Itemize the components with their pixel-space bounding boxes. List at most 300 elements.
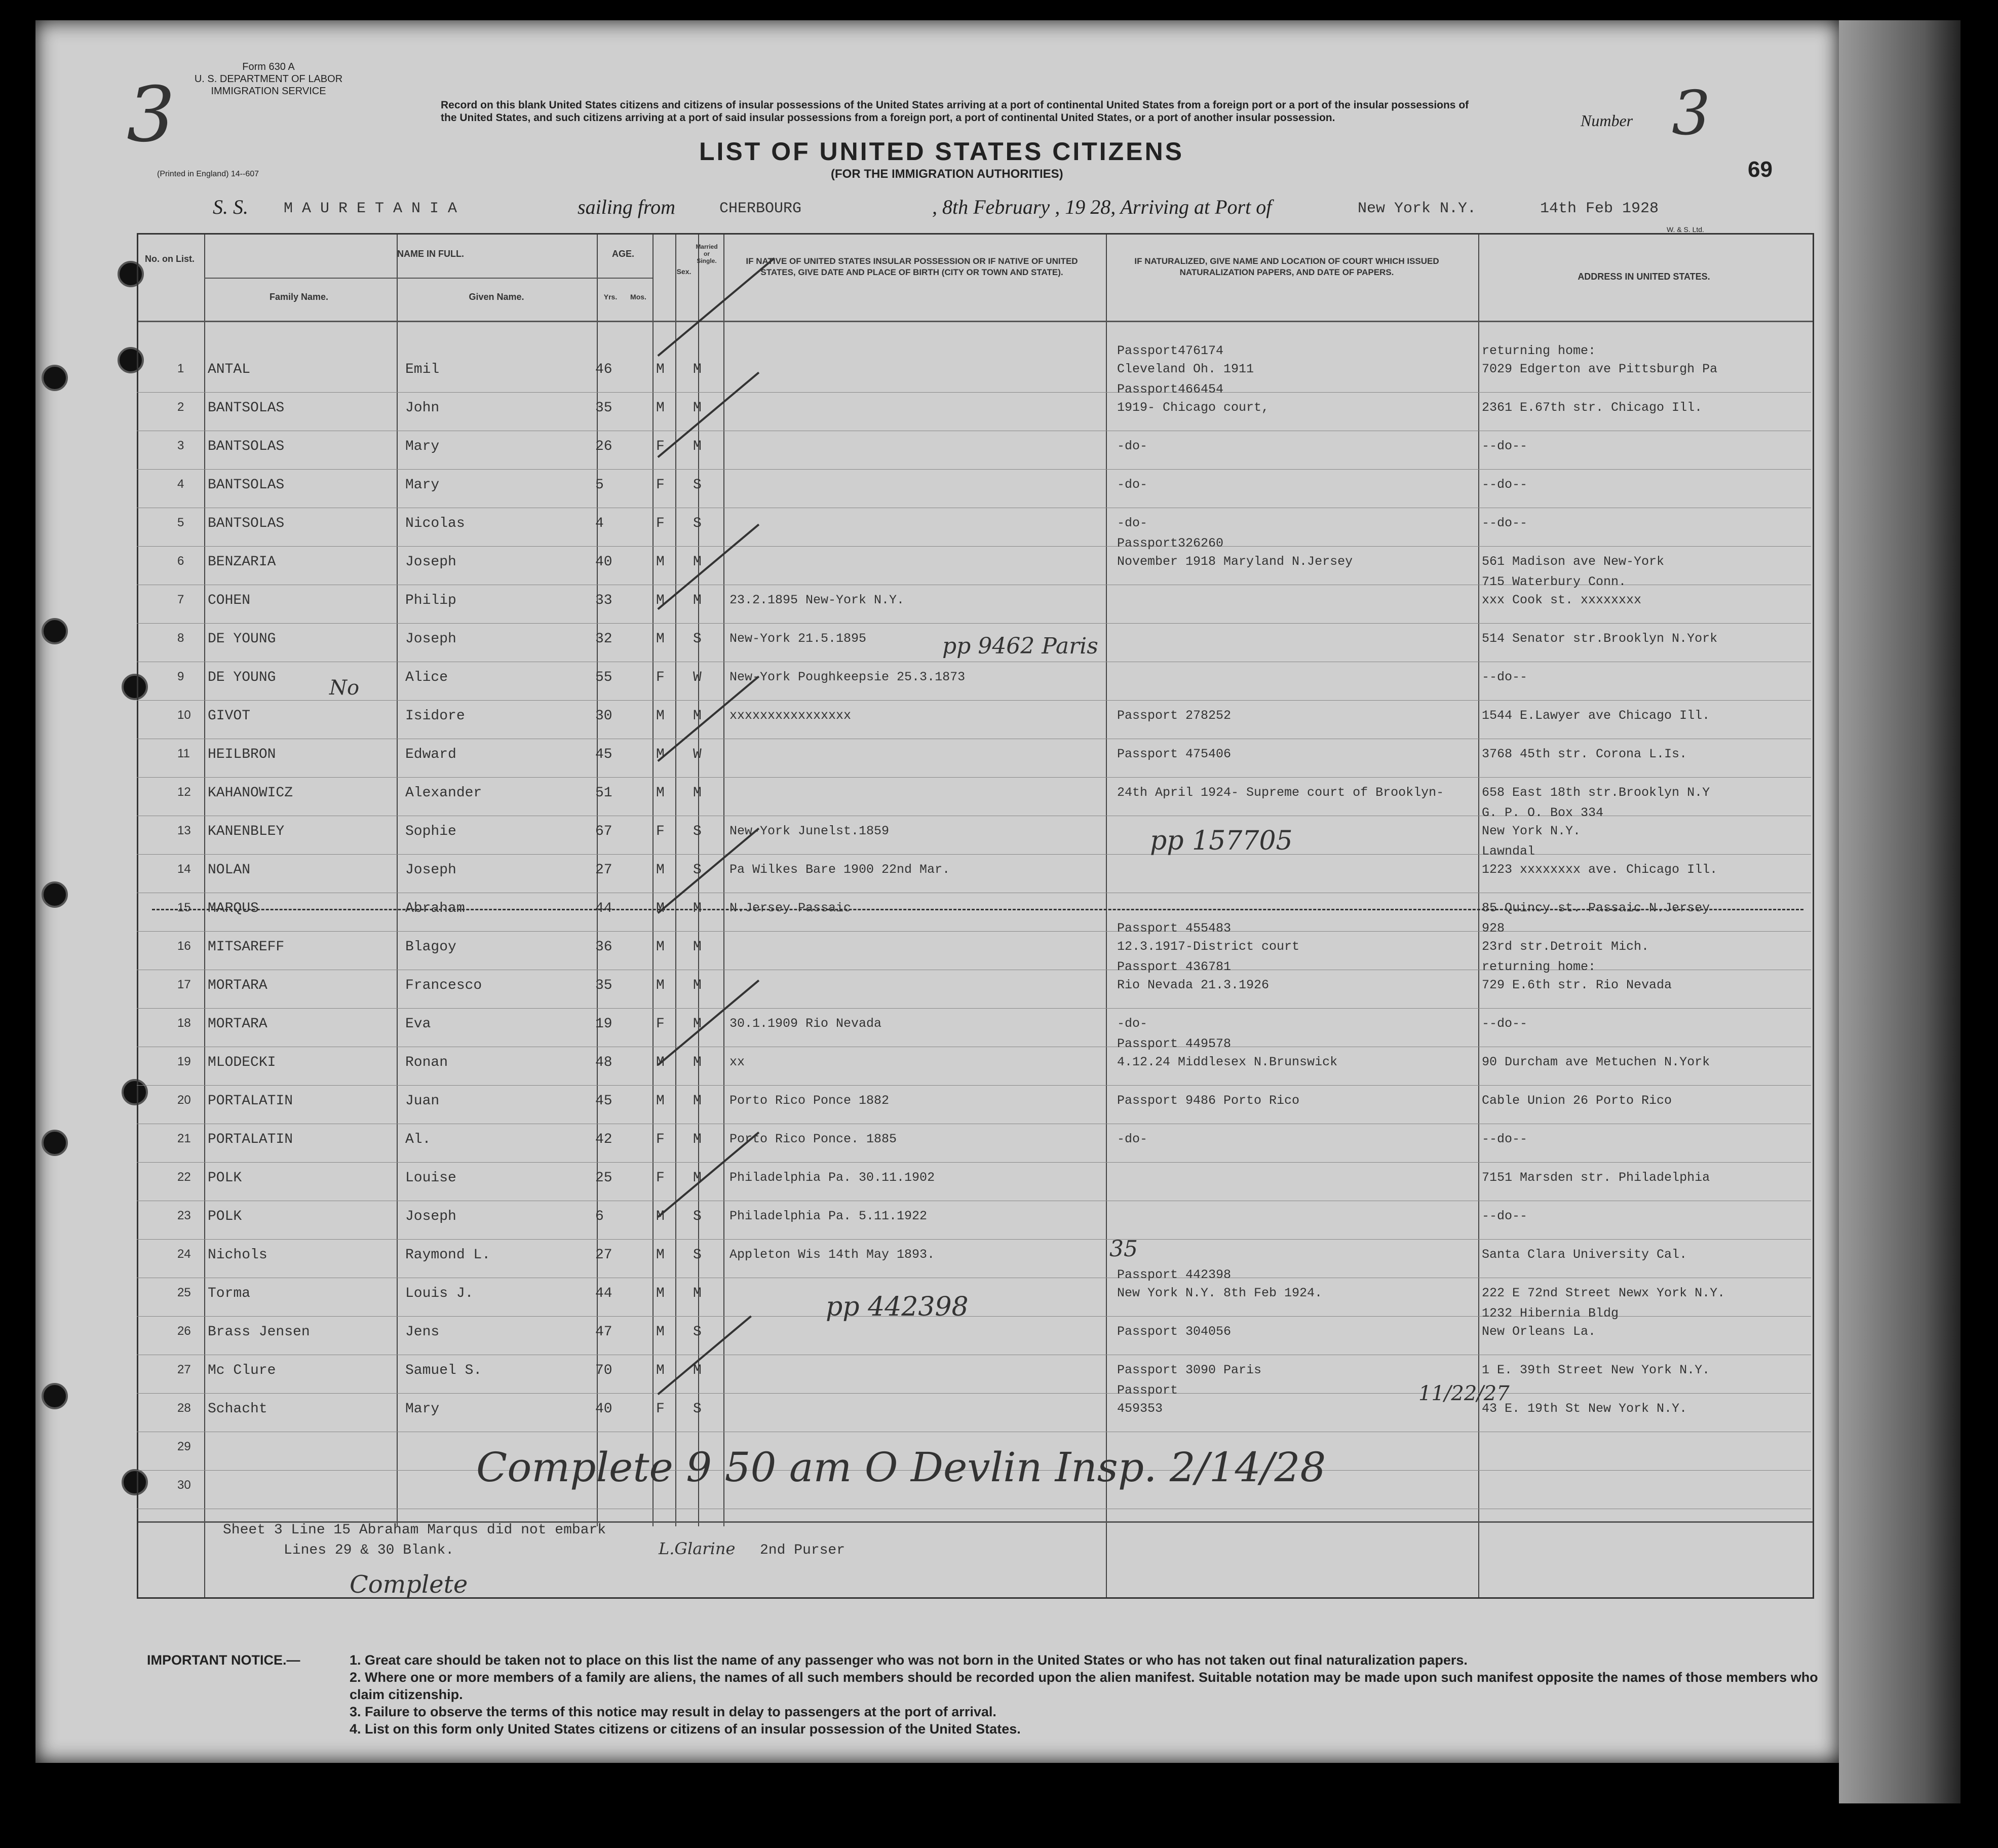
page-title: LIST OF UNITED STATES CITIZENS [699,137,1184,166]
cell-addr2: 561 Madison ave New-York [1482,554,1665,569]
cell-no: 7 [177,593,184,606]
cell-addr2: 1 E. 39th Street New York N.Y. [1482,1363,1710,1377]
row-rule [137,931,1811,932]
cell-ms: M [693,978,702,993]
table-row [137,1356,1811,1394]
row-rule [137,1008,1811,1009]
notice-label: IMPORTANT NOTICE.— [147,1652,300,1668]
cell-addr2: 2361 E.67th str. Chicago Ill. [1482,400,1703,415]
cell-age: 45 [595,747,612,762]
cell-no: 14 [177,862,191,876]
cell-nat2: 459353 [1117,1401,1163,1416]
cell-age: 46 [595,362,612,377]
cell-addr2: --do-- [1482,477,1528,492]
cell-family: POLK [208,1209,242,1224]
cell-sex: F [656,1170,665,1186]
cell-birth: N.Jersey Passaic [729,901,852,915]
cell-family: PORTALATIN [208,1093,293,1109]
cell-addr1: 928 [1482,921,1505,936]
table-row [137,470,1811,509]
row-rule [137,392,1811,393]
cell-family: NOLAN [208,862,251,878]
cell-no: 17 [177,978,191,991]
cell-sex: M [656,1209,665,1224]
cell-age: 48 [595,1055,612,1070]
cell-no: 3 [177,439,184,452]
cell-family: BANTSOLAS [208,400,285,416]
cell-addr2: --do-- [1482,1016,1528,1031]
cell-nat2: -do- [1117,477,1148,492]
cell-sex: M [656,1363,665,1378]
cell-birth: xx [729,1055,745,1069]
cell-given: Samuel S. [405,1363,482,1378]
cell-family: Brass Jensen [208,1324,310,1340]
cell-no: 2 [177,400,184,414]
cell-sex: F [656,1016,665,1032]
cell-ms: M [693,939,702,955]
cell-no: 25 [177,1286,191,1299]
cell-ms: W [693,747,702,762]
cell-sex: F [656,516,665,531]
cell-family: KANENBLEY [208,824,285,839]
col-header-naturalized: IF NATURALIZED, GIVE NAME AND LOCATION OF COURT WHICH ISSUED NATURALIZATION PAPERS, AND DATE OF PAPERS. [1134,256,1439,277]
cell-nat2: 4.12.24 Middlesex N.Brunswick [1117,1055,1338,1069]
cell-age: 35 [595,978,612,993]
cell-birth: Philadelphia Pa. 5.11.1922 [729,1209,928,1223]
cell-given: Blagoy [405,939,456,955]
cell-ms: S [693,1247,702,1263]
table-row [137,1240,1811,1279]
cell-ms: M [693,708,702,724]
table-row [137,1125,1811,1163]
cell-nat2: New York N.Y. 8th Feb 1924. [1117,1286,1323,1300]
cell-age: 47 [595,1324,612,1340]
cell-sex: F [656,439,665,454]
cell-age: 45 [595,1093,612,1109]
margin-note: Complete [350,1570,468,1599]
cell-given: Eva [405,1016,431,1032]
cell-sex: F [656,1401,665,1417]
cell-age: 32 [595,631,612,647]
cell-sex: M [656,708,665,724]
cell-nat2: -do- [1117,1016,1148,1031]
cell-age: 6 [595,1209,604,1224]
cell-nat1: Passport326260 [1117,536,1224,551]
cell-addr1: returning home: [1482,959,1596,974]
cell-given: Joseph [405,862,456,878]
cell-age: 44 [595,901,612,916]
cell-addr2: 1223 xxxxxxxx ave. Chicago Ill. [1482,862,1718,877]
table-row [137,844,1811,894]
cell-nat2: Rio Nevada 21.3.1926 [1117,978,1270,992]
cell-addr2: --do-- [1482,1209,1528,1223]
cell-addr2: New Orleans La. [1482,1324,1596,1339]
row-rule [137,1393,1811,1394]
cell-given: Juan [405,1093,440,1109]
table-row [137,1163,1811,1202]
table-row [137,343,1811,393]
cell-age: 51 [595,785,612,801]
cell-addr1: returning home: [1482,343,1596,358]
cell-ms: M [693,593,702,608]
cell-family: Torma [208,1286,251,1301]
cell-no: 5 [177,516,184,529]
table-row [137,432,1811,470]
cell-no: 19 [177,1055,191,1068]
cell-family: MORTARA [208,1016,267,1032]
cell-given: Francesco [405,978,482,993]
cell-birth: 23.2.1895 New-York N.Y. [729,593,905,607]
cell-given: Louise [405,1170,456,1186]
form-number: Form 630 A [242,61,295,72]
cell-family: MARQUS [208,901,259,916]
cell-birth: Porto Rico Ponce. 1885 [729,1132,897,1146]
cell-nat2: Passport 278252 [1117,708,1232,723]
cell-given: Abraham [405,901,465,916]
cell-no: 12 [177,785,191,799]
row-rule [137,1239,1811,1240]
cell-age: 35 [595,400,612,416]
cell-addr2: --do-- [1482,516,1528,530]
cell-age: 70 [595,1363,612,1378]
cell-sex: M [656,1286,665,1301]
cell-sex: M [656,978,665,993]
cell-family: ANTAL [208,362,251,377]
cell-ms: S [693,824,702,839]
cell-age: 55 [595,670,612,685]
ship-name: M A U R E T A N I A [284,200,457,217]
inspector-signoff: Complete 9 50 am O Devlin Insp. 2/14/28 [476,1444,1326,1491]
cell-addr2: 658 East 18th str.Brooklyn N.Y [1482,785,1710,800]
col-header-no: No. on List. [145,254,195,264]
cell-sex: M [656,554,665,570]
cell-birth: Philadelphia Pa. 30.11.1902 [729,1170,935,1185]
cell-addr2: --do-- [1482,670,1528,684]
cell-addr2: 3768 45th str. Corona L.Is. [1482,747,1687,761]
table-row [137,1202,1811,1240]
col-header-age: AGE. [611,249,634,259]
cell-given: Emil [405,362,440,377]
cell-ms: M [693,439,702,454]
row-rule [137,854,1811,855]
cell-addr2: 7151 Marsden str. Philadelphia [1482,1170,1710,1185]
cell-age: 25 [595,1170,612,1186]
ss-label: S. S. [213,196,248,218]
handwritten-note: 35 [1109,1236,1138,1262]
cell-addr2: New York N.Y. [1482,824,1581,838]
cell-nat1: Passport 455483 [1117,921,1232,936]
cell-sex: M [656,400,665,416]
cell-nat2: -do- [1117,439,1148,453]
cell-no: 30 [177,1478,191,1492]
cell-given: Jens [405,1324,440,1340]
cell-age: 40 [595,554,612,570]
cell-age: 40 [595,1401,612,1417]
cell-no: 23 [177,1209,191,1222]
cell-addr2: xxx Cook st. xxxxxxxx [1482,593,1642,607]
cell-sex: M [656,862,665,878]
cell-sex: M [656,593,665,608]
cell-birth: 30.1.1909 Rio Nevada [729,1016,882,1031]
cell-family: DE YOUNG [208,670,276,685]
cell-ms: S [693,477,702,493]
cell-no: 13 [177,824,191,837]
cell-family: HEILBRON [208,747,276,762]
cell-ms: M [693,785,702,801]
cell-given: Joseph [405,554,456,570]
cell-ms: S [693,516,702,531]
table-row [137,1086,1811,1125]
purser-signature: L.Glarine [659,1539,736,1558]
cell-given: Ronan [405,1055,448,1070]
col-header-mos: Mos. [630,293,646,301]
cell-sex: M [656,1093,665,1109]
cell-ms: M [693,1093,702,1109]
cell-nat2: Passport 304056 [1117,1324,1232,1339]
cell-addr2: 729 E.6th str. Rio Nevada [1482,978,1672,992]
cell-ms: S [693,631,702,647]
cell-age: 44 [595,1286,612,1301]
cell-family: POLK [208,1170,242,1186]
cell-ms: S [693,862,702,878]
cell-given: Mary [405,477,440,493]
cell-ms: M [693,1016,702,1032]
cell-family: Nichols [208,1247,267,1263]
cell-family: COHEN [208,593,251,608]
cell-birth: Appleton Wis 14th May 1893. [729,1247,935,1262]
cell-no: 4 [177,477,184,491]
cell-addr2: 1544 E.Lawyer ave Chicago Ill. [1482,708,1710,723]
cell-sex: F [656,477,665,493]
page-edge [1839,20,1961,1803]
sailing-line [213,195,1733,225]
remark-line-1: Sheet 3 Line 15 Abraham Marqus did not embark [223,1522,606,1538]
cell-no: 20 [177,1093,191,1107]
cell-age: 5 [595,477,604,493]
cell-nat1: Passport 442398 [1117,1267,1232,1282]
cell-nat1: Passport 436781 [1117,959,1232,974]
col-header-name: NAME IN FULL. [397,249,464,259]
cell-birth: New-York Poughkeepsie 25.3.1873 [729,670,966,684]
handwritten-note: pp 157705 [1150,826,1293,856]
cell-addr2: --do-- [1482,1132,1528,1146]
table-row [137,740,1811,778]
col-header-birth: IF NATIVE OF UNITED STATES INSULAR POSSESSION OR IF NATIVE OF UNITED STATES, GIVE DATE AND PLACE OF BIRTH (CITY OR TOWN AND STATE). [746,256,1078,277]
cell-sex: F [656,1132,665,1147]
cell-no: 9 [177,670,184,683]
cell-ms: M [693,1055,702,1070]
cell-nat2: Passport 475406 [1117,747,1232,761]
cell-sex: F [656,670,665,685]
cell-sex: M [656,747,665,762]
cell-given: Al. [405,1132,431,1147]
cell-family: KAHANOWICZ [208,785,293,801]
handwritten-date: 11/22/27 [1418,1382,1510,1405]
departure-port: CHERBOURG [719,200,802,217]
cell-no: 29 [177,1440,191,1453]
cell-given: Joseph [405,631,456,647]
cell-family: BANTSOLAS [208,477,285,493]
cell-no: 15 [177,901,191,914]
cell-given: Joseph [405,1209,456,1224]
cell-birth: Porto Rico Ponce 1882 [729,1093,890,1108]
cell-addr1: 715 Waterbury Conn. [1482,574,1627,589]
cell-nat1: Passport476174 [1117,343,1224,358]
cell-given: Louis J. [405,1286,474,1301]
cell-family: PORTALATIN [208,1132,293,1147]
cell-no: 16 [177,939,191,953]
cell-ms: M [693,1363,702,1378]
col-header-sex: Sex. [676,267,691,276]
cell-given: Alexander [405,785,482,801]
sailing-date: , 8th February , 19 28, Arriving at Port of [932,196,1272,218]
sailing-from-label: sailing from [578,196,675,218]
cell-sex: M [656,785,665,801]
cell-age: 42 [595,1132,612,1147]
handwritten-note: pp 9462 Paris [942,633,1098,659]
cell-addr2: Santa Clara University Cal. [1482,1247,1687,1262]
cell-ms: M [693,362,702,377]
cell-no: 8 [177,631,184,645]
cell-sex: M [656,901,665,916]
cell-given: Mary [405,1401,440,1417]
cell-age: 33 [595,593,612,608]
department: U. S. DEPARTMENT OF LABOR [194,73,343,85]
cell-ms: M [693,554,702,570]
cell-family: BANTSOLAS [208,439,285,454]
cell-nat2: 24th April 1924- Supreme court of Brooklyn- [1117,785,1444,800]
cell-age: 27 [595,862,612,878]
cell-addr2: 43 E. 19th St New York N.Y. [1482,1401,1687,1416]
table-row [137,382,1811,432]
notice-item: 4. List on this form only United States citizens or citizens of an insular possession of the United States. [350,1721,1021,1737]
cell-no: 27 [177,1363,191,1376]
cell-nat1: Passport [1117,1383,1178,1398]
cell-given: Alice [405,670,448,685]
table-row [137,959,1811,1009]
cell-addr1: G. P. O. Box 334 [1482,805,1604,820]
binder-hole [42,618,68,644]
form-id-block [157,61,380,97]
cell-age: 26 [595,439,612,454]
cell-given: Mary [405,439,440,454]
cell-addr2: 23rd str.Detroit Mich. [1482,939,1649,954]
binder-hole [42,881,68,908]
cell-no: 22 [177,1170,191,1184]
cell-family: GIVOT [208,708,251,724]
table-row [137,1009,1811,1048]
page-number: 69 [1748,157,1773,182]
notice-item: 1. Great care should be taken not to place on this list the name of any passenger who was not born in the United States or who has not taken out final naturalization papers. [350,1652,1468,1668]
cell-age: 27 [595,1247,612,1263]
cell-family: MORTARA [208,978,267,993]
cell-ms: M [693,1286,702,1301]
binder-hole [42,365,68,391]
col-header-yrs: Yrs. [603,293,618,301]
table-row [137,1036,1811,1086]
cell-no: 26 [177,1324,191,1338]
col-header-given: Given Name. [469,292,524,302]
cell-nat1: Passport 449578 [1117,1036,1232,1051]
cell-nat2: Cleveland Oh. 1911 [1117,362,1254,376]
cell-family: BENZARIA [208,554,276,570]
cell-no: 21 [177,1132,191,1145]
cell-addr1: Lawndal [1482,844,1535,859]
cell-family: BANTSOLAS [208,516,285,531]
cell-nat2: Passport 9486 Porto Rico [1117,1093,1300,1108]
cell-no: 18 [177,1016,191,1030]
table-row [137,894,1811,932]
cell-ms: S [693,1209,702,1224]
intro-text: Record on this blank United States citizens and citizens of insular possessions of the United States arriving at a port of continental United States from a foreign port or a port of the insular possessions of the United States, and such citizens arriving at a port of said insular possessions from a foreign port, a port of continental United States, or a port of another insular possession. [441,99,1469,124]
cell-ms: M [693,400,702,416]
remark-line-2: Lines 29 & 30 Blank. [284,1543,454,1558]
cell-age: 30 [595,708,612,724]
cell-no: 10 [177,708,191,722]
cell-sex: M [656,1247,665,1263]
cell-age: 67 [595,824,612,839]
cell-ms: M [693,1170,702,1186]
cell-nat1: Passport466454 [1117,382,1224,397]
cell-nat2: 12.3.1917-District court [1117,939,1300,954]
binder-hole [42,1130,68,1156]
col-header-address: ADDRESS IN UNITED STATES. [1578,272,1710,282]
cell-no: 11 [177,747,190,760]
table-row [137,574,1811,624]
cell-ms: S [693,1401,702,1417]
handwritten-note: No [329,676,360,700]
cell-addr2: 514 Senator str.Brooklyn N.York [1482,631,1718,646]
cell-family: Mc Clure [208,1363,276,1378]
cell-nat2: November 1918 Maryland N.Jersey [1117,554,1353,569]
cell-sex: M [656,939,665,955]
table-row [137,701,1811,740]
cell-no: 1 [177,362,184,375]
table-row [137,663,1811,701]
col-header-married: Married or Single. [696,243,718,264]
page-subtitle: (FOR THE IMMIGRATION AUTHORITIES) [831,167,1063,181]
cell-nat2: Passport 3090 Paris [1117,1363,1262,1377]
cell-age: 19 [595,1016,612,1032]
cell-family: DE YOUNG [208,631,276,647]
binder-hole [42,1383,68,1409]
cell-addr1: 1232 Hibernia Bldg [1482,1306,1619,1321]
handwritten-note: pp 442398 [826,1292,969,1322]
cell-given: Isidore [405,708,465,724]
row-rule [137,546,1811,547]
cell-family: MLODECKI [208,1055,276,1070]
cell-no: 28 [177,1401,191,1415]
cell-addr2: --do-- [1482,439,1528,453]
cell-addr2: 85 Quincy st. Passaic N.Jersey [1482,901,1710,915]
cell-age: 4 [595,516,604,531]
cell-given: Sophie [405,824,456,839]
cell-family: Schacht [208,1401,267,1417]
col-header-family: Family Name. [269,292,329,302]
row-rule [137,1085,1811,1086]
cell-addr2: 222 E 72nd Street Newx York N.Y. [1482,1286,1725,1300]
cell-birth: New-York Junelst.1859 [729,824,890,838]
cell-birth: xxxxxxxxxxxxxxxx [729,708,852,723]
cell-nat2: -do- [1117,1132,1148,1146]
cell-given: John [405,400,440,416]
cell-nat2: 1919- Chicago court, [1117,400,1270,415]
cell-given: Nicolas [405,516,465,531]
printer-mark: W. & S. Ltd. [1667,225,1704,234]
cell-no: 6 [177,554,184,568]
cell-nat2: -do- [1117,516,1148,530]
cell-given: Raymond L. [405,1247,491,1263]
